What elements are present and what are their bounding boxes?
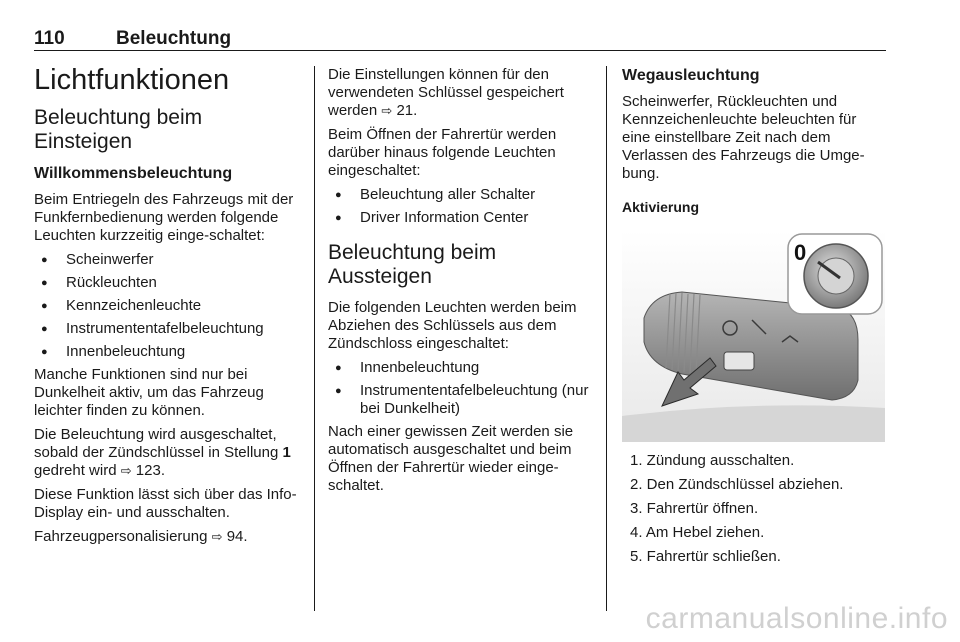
heading-aktivierung: Aktivierung [622, 199, 700, 215]
list-item: ● Driver Information Center [328, 209, 592, 227]
step-item: 5. Fahrertür schließen. [630, 548, 781, 565]
column-2 [328, 58, 592, 501]
paragraph: Die Beleuchtung wird ausgeschaltet, sobald der Zündschlüssel in Stellung 1 gedreht wird ⇨ 123. [34, 426, 291, 479]
paragraph: Manche Funktionen sind nur bei Dunkelheit aktiv, um das Fahrzeug leichter finden zu können. [34, 366, 264, 419]
column-3 [622, 58, 888, 572]
subsection-title-einsteigen: Beleuchtung beim Einsteigen [34, 106, 203, 153]
paragraph: Fahrzeugpersonalisierung ⇨ 94. [34, 528, 248, 545]
list-item: ● Instrumententafelbeleuchtung [34, 320, 302, 338]
page-ref-arrow-icon: ⇨ [120, 463, 132, 478]
section-title: Lichtfunktionen [34, 64, 230, 96]
step-item: 3. Fahrertür öffnen. [630, 500, 759, 517]
paragraph: Scheinwerfer, Rückleuchten und Kennzeichenleuchte beleuchten für eine einstellbare Zeit nach dem Verlassen des Fahrzeugs die Umge-bung. [622, 93, 865, 182]
step-item: 1. Zündung ausschalten. [630, 452, 795, 469]
heading-willkommensbeleuchtung: Willkommensbeleuchtung [34, 165, 233, 182]
page-ref-link[interactable]: 123. [135, 462, 165, 479]
list-item: ● Rückleuchten [34, 274, 302, 292]
watermark: carmanualsonline.info [645, 602, 948, 635]
paragraph: Nach einer gewissen Zeit werden sie automatisch ausgeschaltet und beim Öffnen der Fahrertür wieder einge-schaltet. [328, 423, 574, 494]
list-item: ● Kennzeichenleuchte [34, 297, 302, 315]
page-ref-arrow-icon: ⇨ [381, 103, 393, 118]
page-ref-link[interactable]: 94. [226, 528, 248, 545]
list-item: ● Beleuchtung aller Schalter [328, 186, 592, 204]
column-divider-2 [606, 66, 607, 611]
step-item: 4. Am Hebel ziehen. [630, 524, 765, 541]
header-rule [34, 50, 886, 51]
paragraph: Die Einstellungen können für den verwendeten Schlüssel gespeichert werden ⇨ 21. [328, 66, 564, 119]
paragraph: Die folgenden Leuchten werden beim Abziehen des Schlüssels aus dem Zündschloss eingeschaltet: [328, 299, 577, 352]
running-title: Beleuchtung [116, 28, 232, 49]
position-number: 1 [282, 444, 291, 461]
subsection-title-aussteigen: Beleuchtung beim Aussteigen [328, 241, 497, 288]
heading-wegausleuchtung: Wegausleuchtung [622, 67, 760, 84]
paragraph: Beim Entriegeln des Fahrzeugs mit der Funkfernbedienung werden folgende Leuchten kurzzeitig einge-schaltet: [34, 191, 294, 244]
switch-light-list [328, 186, 592, 227]
ignition-position-label: 0 [794, 240, 807, 265]
light-list [34, 251, 302, 361]
column-divider-1 [314, 66, 315, 611]
list-item: ● Scheinwerfer [34, 251, 302, 269]
list-item: ● Innenbeleuchtung [34, 343, 302, 361]
list-item: ● Innenbeleuchtung [328, 359, 592, 377]
activation-steps [622, 452, 888, 566]
page-number: 110 [34, 28, 65, 49]
paragraph: Beim Öffnen der Fahrertür werden darüber hinaus folgende Leuchten eingeschaltet: [328, 126, 557, 179]
page-ref-arrow-icon: ⇨ [211, 529, 223, 544]
paragraph: Diese Funktion lässt sich über das Info-Display ein- und ausschalten. [34, 486, 297, 521]
exit-light-list [328, 359, 592, 418]
page-header [34, 28, 886, 52]
list-item: ● Instrumententafelbeleuchtung (nur bei Dunkelheit) [328, 382, 592, 418]
column-1 [34, 58, 302, 552]
step-item: 2. Den Zündschlüssel abziehen. [630, 476, 844, 493]
page-ref-link[interactable]: 21. [396, 102, 418, 119]
light-lever-illustration [622, 230, 885, 442]
